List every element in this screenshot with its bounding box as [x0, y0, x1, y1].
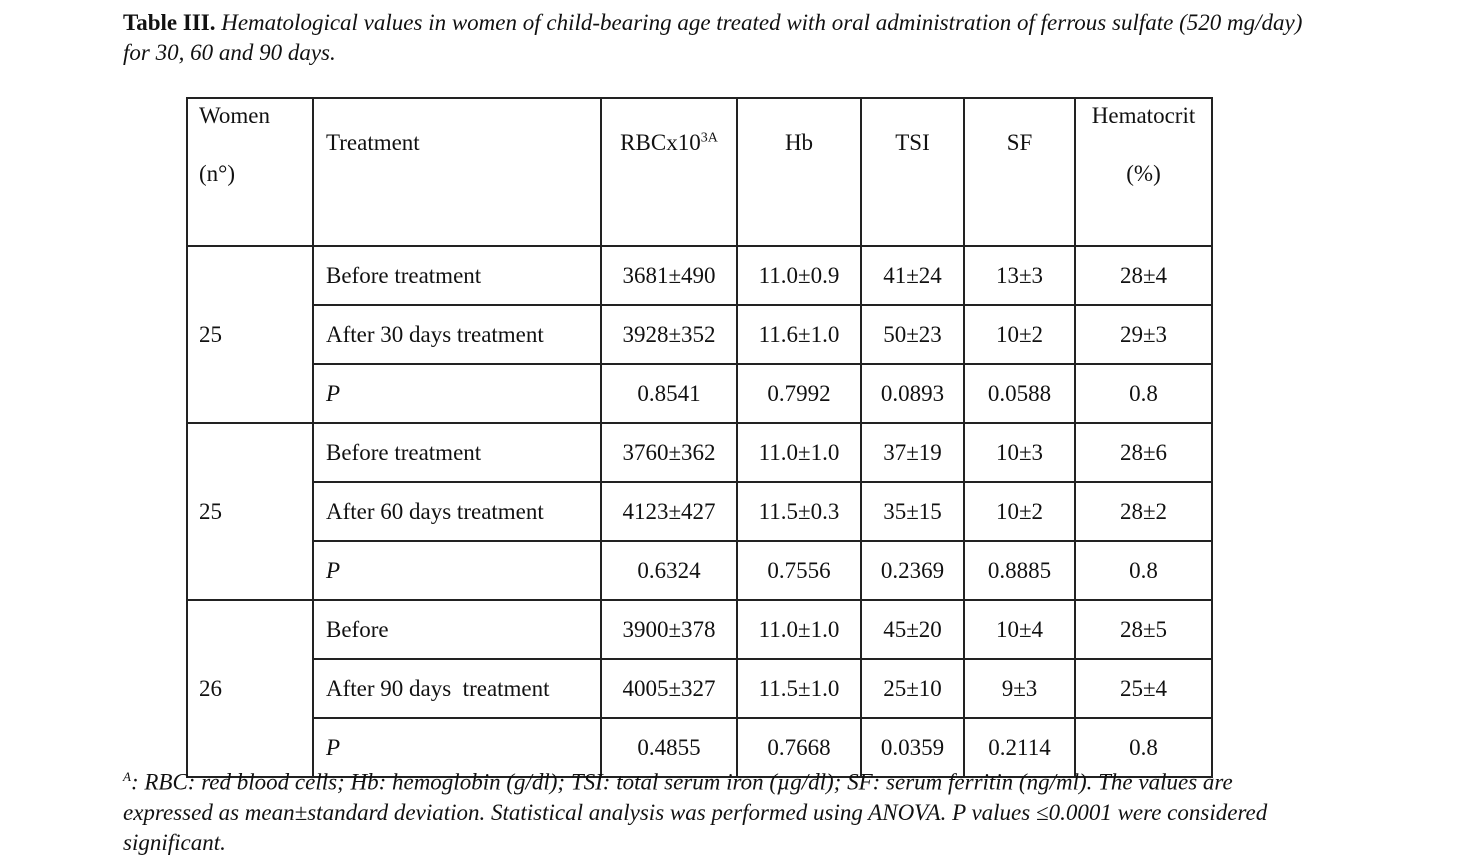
- sf-cell: 10±3: [964, 423, 1075, 482]
- tsi-cell: 25±10: [861, 659, 964, 718]
- hb-cell: 11.6±1.0: [737, 305, 861, 364]
- sf-cell: 10±2: [964, 305, 1075, 364]
- header-hematocrit-unit: (%): [1126, 161, 1161, 186]
- tsi-cell: 0.0893: [861, 364, 964, 423]
- header-row: [187, 98, 1212, 246]
- tsi-cell: 41±24: [861, 246, 964, 305]
- hb-cell: 11.5±1.0: [737, 659, 861, 718]
- p-value-label-cell: P: [313, 541, 601, 600]
- table-row: [187, 246, 1212, 305]
- p-value-label-cell: P: [313, 364, 601, 423]
- footnote-text: : RBC: red blood cells; Hb: hemoglobin (g/dl); TSI: total serum iron (µg/dl); SF: serum ferritin (ng/ml). The values are expressed as mean±standard deviation. Statistical analysis was performed using ANOVA. P values ≤0.0001 were considered significant.: [123, 769, 1268, 855]
- header-women-label: Women: [199, 103, 270, 128]
- tsi-cell: 45±20: [861, 600, 964, 659]
- header-hematocrit: [1075, 98, 1212, 246]
- header-rbc-label: RBCx10: [620, 130, 701, 155]
- hb-cell: 11.0±1.0: [737, 600, 861, 659]
- rbc-cell: 0.4855: [601, 718, 737, 777]
- women-count-cell: 25: [187, 246, 313, 423]
- table-row: [187, 482, 1212, 541]
- hematocrit-cell: 28±6: [1075, 423, 1212, 482]
- header-women-unit: (n°): [199, 161, 236, 186]
- hematocrit-cell: 28±2: [1075, 482, 1212, 541]
- header-sf: SF: [964, 98, 1075, 246]
- women-count-cell: 26: [187, 600, 313, 777]
- treatment-cell: After 60 days treatment: [313, 482, 601, 541]
- hb-cell: 11.0±0.9: [737, 246, 861, 305]
- header-tsi: TSI: [861, 98, 964, 246]
- treatment-cell: After 30 days treatment: [313, 305, 601, 364]
- table-row: [187, 305, 1212, 364]
- table-row: [187, 541, 1212, 600]
- treatment-cell: Before treatment: [313, 423, 601, 482]
- p-value-label-cell: P: [313, 718, 601, 777]
- hematocrit-cell: 0.8: [1075, 364, 1212, 423]
- table-footnote: [123, 762, 1323, 858]
- sf-cell: 13±3: [964, 246, 1075, 305]
- header-hb: Hb: [737, 98, 861, 246]
- tsi-cell: 50±23: [861, 305, 964, 364]
- table-caption: [123, 8, 1323, 68]
- header-rbc-superscript: 3A: [700, 130, 718, 146]
- sf-cell: 0.0588: [964, 364, 1075, 423]
- tsi-cell: 37±19: [861, 423, 964, 482]
- caption-text: Hematological values in women of child-bearing age treated with oral administration of ferrous sulfate (520 mg/day) for 30, 60 and 90 days.: [123, 10, 1303, 65]
- hb-cell: 11.5±0.3: [737, 482, 861, 541]
- header-rbc: [601, 98, 737, 246]
- rbc-cell: 0.6324: [601, 541, 737, 600]
- hb-cell: 11.0±1.0: [737, 423, 861, 482]
- treatment-cell: Before: [313, 600, 601, 659]
- rbc-cell: 3900±378: [601, 600, 737, 659]
- rbc-cell: 4005±327: [601, 659, 737, 718]
- header-women: [187, 98, 313, 246]
- hb-cell: 0.7556: [737, 541, 861, 600]
- treatment-cell: After 90 days treatment: [313, 659, 601, 718]
- tsi-cell: 0.2369: [861, 541, 964, 600]
- sf-cell: 9±3: [964, 659, 1075, 718]
- hematocrit-cell: 28±4: [1075, 246, 1212, 305]
- hematology-table: [186, 97, 1213, 778]
- rbc-cell: 0.8541: [601, 364, 737, 423]
- header-hematocrit-label: Hematocrit: [1091, 103, 1196, 128]
- hb-cell: 0.7992: [737, 364, 861, 423]
- hematocrit-cell: 28±5: [1075, 600, 1212, 659]
- sf-cell: 0.8885: [964, 541, 1075, 600]
- rbc-cell: 3681±490: [601, 246, 737, 305]
- table-row: [187, 364, 1212, 423]
- table-row: [187, 423, 1212, 482]
- treatment-cell: Before treatment: [313, 246, 601, 305]
- rbc-cell: 3928±352: [601, 305, 737, 364]
- sf-cell: 10±2: [964, 482, 1075, 541]
- sf-cell: 10±4: [964, 600, 1075, 659]
- women-count-cell: 25: [187, 423, 313, 600]
- hb-cell: 0.7668: [737, 718, 861, 777]
- tsi-cell: 35±15: [861, 482, 964, 541]
- table-row: [187, 600, 1212, 659]
- header-treatment: Treatment: [313, 98, 601, 246]
- hematocrit-cell: 0.8: [1075, 718, 1212, 777]
- footnote-marker: A: [123, 769, 131, 784]
- hematocrit-cell: 25±4: [1075, 659, 1212, 718]
- tsi-cell: 0.0359: [861, 718, 964, 777]
- rbc-cell: 3760±362: [601, 423, 737, 482]
- rbc-cell: 4123±427: [601, 482, 737, 541]
- table-row: [187, 659, 1212, 718]
- caption-label: Table III.: [123, 10, 216, 35]
- sf-cell: 0.2114: [964, 718, 1075, 777]
- hematocrit-cell: 29±3: [1075, 305, 1212, 364]
- hematocrit-cell: 0.8: [1075, 541, 1212, 600]
